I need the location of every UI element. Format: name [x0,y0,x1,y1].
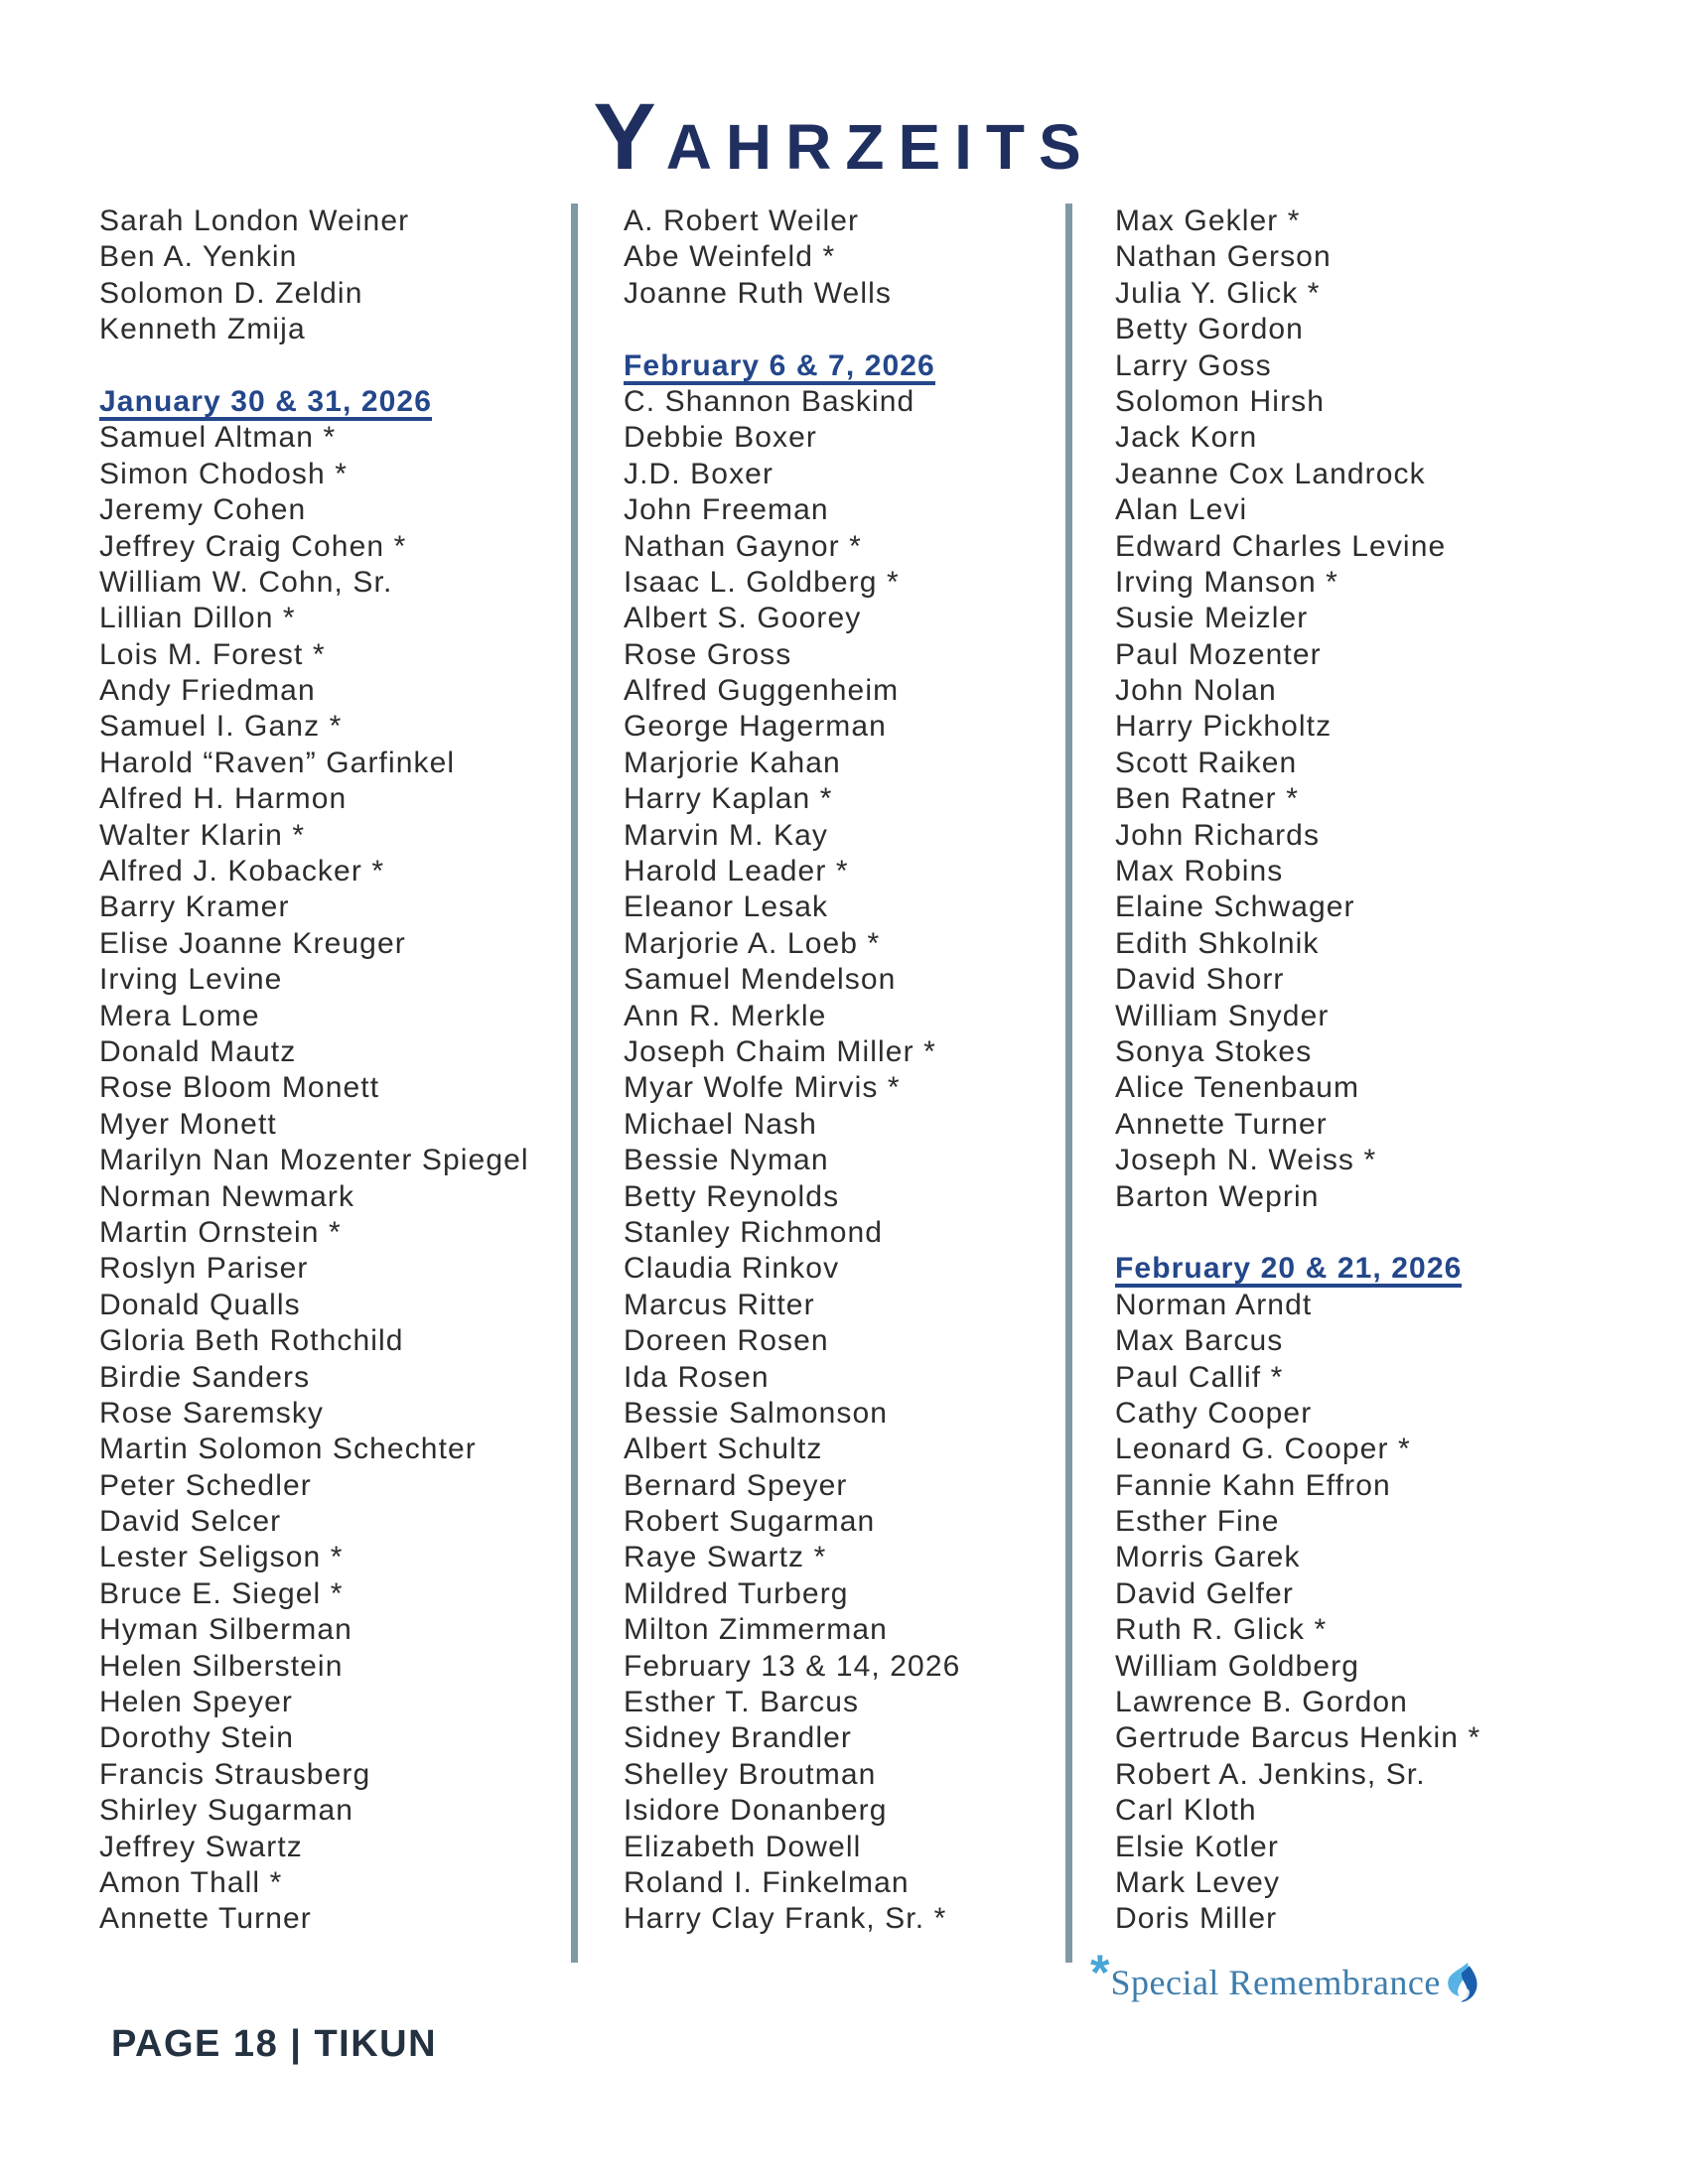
name-line: Gloria Beth Rothchild [99,1324,404,1358]
name-line: Bruce E. Siegel * [99,1576,344,1610]
name-line: Lillian Dillon * [99,602,296,635]
name-line: Cathy Cooper [1115,1396,1313,1430]
name-line: Albert S. Goorey [624,602,862,635]
name-line: Claudia Rinkov [624,1252,840,1286]
name-line: Martin Ornstein * [99,1215,342,1249]
name-line: Larry Goss [1115,348,1272,382]
name-line: Betty Reynolds [624,1179,840,1213]
name-line: Marilyn Nan Mozenter Spiegel [99,1144,529,1177]
name-line: Ben A. Yenkin [99,240,298,274]
page-title-initial: Y [593,84,666,190]
name-line: Lester Seligson * [99,1541,344,1574]
name-line: David Selcer [99,1505,282,1539]
name-line: Birdie Sanders [99,1360,311,1394]
name-line: Doris Miller [1115,1902,1278,1936]
name-line: Helen Silberstein [99,1649,344,1683]
name-line: Donald Mautz [99,1034,297,1068]
name-line: Harry Pickholtz [1115,710,1333,744]
name-line: Elizabeth Dowell [624,1830,862,1863]
name-line: Leonard G. Cooper * [1115,1433,1411,1466]
name-line: Mark Levey [1115,1865,1281,1899]
name-line: Sidney Brandler [624,1721,852,1755]
name-line: Alfred H. Harmon [99,782,348,816]
name-line: Francis Strausberg [99,1757,371,1791]
name-line: Kenneth Zmija [99,313,306,346]
name-line: Eleanor Lesak [624,890,829,924]
name-line: Barton Weprin [1115,1179,1320,1213]
name-line: Mera Lome [99,999,260,1032]
name-line: Harold “Raven” Garfinkel [99,746,456,779]
name-line: Harry Kaplan * [624,782,833,816]
name-line: Ann R. Merkle [624,999,827,1032]
name-line: A. Robert Weiler [624,205,860,237]
name-line: Jeremy Cohen [99,493,307,527]
name-line: Marjorie Kahan [624,746,841,779]
name-line: George Hagerman [624,710,887,744]
name-line: Isaac L. Goldberg * [624,565,900,599]
name-line: Jeffrey Craig Cohen * [99,529,407,563]
special-remembrance-asterisk: * [1090,1945,1110,2000]
page-title [0,83,1688,192]
name-line: Albert Schultz [624,1433,823,1466]
name-line: Nathan Gaynor * [624,529,862,563]
name-line: Jack Korn [1115,421,1258,455]
name-line: Myer Monett [99,1107,277,1141]
name-line: Max Barcus [1115,1324,1284,1358]
column-divider [1065,204,1072,1963]
name-line: Rose Gross [624,637,792,671]
yahrzeit-column-2 [624,204,1090,1938]
page-footer: PAGE 18 | TIKUN [111,2023,438,2065]
date-header-text: January 30 & 31, 2026 [99,386,432,421]
name-line: Joanne Ruth Wells [624,276,892,310]
name-line: Alan Levi [1115,493,1248,527]
name-line: Edward Charles Levine [1115,529,1447,563]
name-line: Doreen Rosen [624,1324,829,1358]
name-line: Sarah London Weiner [99,205,410,237]
name-line: Annette Turner [99,1902,312,1936]
name-line: Shelley Broutman [624,1757,877,1791]
date-header-text: February 20 & 21, 2026 [1115,1253,1462,1288]
name-line: Jeffrey Swartz [99,1830,303,1863]
name-line: Milton Zimmerman [624,1613,888,1647]
name-line: David Shorr [1115,963,1285,997]
name-line: Elaine Schwager [1115,890,1355,924]
name-line: Donald Qualls [99,1288,301,1321]
page-title-rest: AHRZEITS [665,111,1095,183]
name-line: Barry Kramer [99,890,290,924]
name-line: David Gelfer [1115,1576,1294,1610]
name-line: Harold Leader * [624,855,849,888]
name-line: Lawrence B. Gordon [1115,1686,1408,1719]
name-line: Amon Thall * [99,1865,283,1899]
name-line: Shirley Sugarman [99,1794,354,1828]
name-line: Elsie Kotler [1115,1830,1279,1863]
date-header-text: February 6 & 7, 2026 [624,350,935,385]
name-line: Marjorie A. Loeb * [624,926,881,960]
name-line: Helen Speyer [99,1686,293,1719]
name-line: Gertrude Barcus Henkin * [1115,1721,1481,1755]
name-line: Alfred Guggenheim [624,674,900,708]
name-line: Susie Meizler [1115,602,1309,635]
name-line: Norman Arndt [1115,1288,1313,1321]
name-line: Myar Wolfe Mirvis * [624,1071,901,1105]
name-line: Paul Mozenter [1115,637,1322,671]
name-line: Ruth R. Glick * [1115,1613,1328,1647]
name-line: Irving Levine [99,963,283,997]
name-line: J.D. Boxer [624,457,774,490]
name-line: John Freeman [624,493,829,527]
name-line: Betty Gordon [1115,313,1304,346]
name-line: Elise Joanne Kreuger [99,926,406,960]
name-line: Jeanne Cox Landrock [1115,457,1426,490]
name-line: Debbie Boxer [624,421,817,455]
name-line: Bernard Speyer [624,1468,848,1502]
name-line: Lois M. Forest * [99,637,326,671]
name-line: Walter Klarin * [99,818,306,852]
yahrzeit-column-1 [99,204,566,1938]
name-line: Scott Raiken [1115,746,1298,779]
name-line: William Goldberg [1115,1649,1359,1683]
name-line: Paul Callif * [1115,1360,1284,1394]
name-line: Samuel I. Ganz * [99,710,343,744]
name-line: Morris Garek [1115,1541,1301,1574]
name-line: Andy Friedman [99,674,316,708]
name-line: William Snyder [1115,999,1330,1032]
name-line: Hyman Silberman [99,1613,352,1647]
special-remembrance-label: Special Remembrance [1110,1963,1441,2002]
name-line: Abe Weinfeld * [624,240,836,274]
name-line: C. Shannon Baskind [624,384,915,418]
name-line: Mildred Turberg [624,1576,849,1610]
name-line: Alice Tenenbaum [1115,1071,1360,1105]
date-header [1115,1251,1582,1287]
name-line: Roland I. Finkelman [624,1865,910,1899]
name-line: Stanley Richmond [624,1215,884,1249]
name-line: Raye Swartz * [624,1541,827,1574]
name-line: John Nolan [1115,674,1277,708]
flame-icon [1446,1962,1479,2007]
name-line: Robert Sugarman [624,1505,876,1539]
name-line: Max Gekler * [1115,205,1301,237]
name-line: Max Robins [1115,855,1284,888]
name-line: Peter Schedler [99,1468,312,1502]
name-line: Fannie Kahn Effron [1115,1468,1391,1502]
name-line: Isidore Donanberg [624,1794,888,1828]
yahrzeit-column-3 [1115,204,1582,1938]
name-line: Rose Bloom Monett [99,1071,380,1105]
name-line: Julia Y. Glick * [1115,276,1321,310]
name-line: Ben Ratner * [1115,782,1299,816]
name-line: Simon Chodosh * [99,457,348,490]
name-line: Rose Saremsky [99,1396,325,1430]
name-line: Solomon D. Zeldin [99,276,363,310]
name-line: Alfred J. Kobacker * [99,855,385,888]
date-header [99,384,566,420]
name-line: Samuel Mendelson [624,963,897,997]
name-line: February 13 & 14, 2026 [624,1649,961,1683]
name-line: Joseph N. Weiss * [1115,1144,1377,1177]
special-remembrance-note [1090,1945,1479,2007]
name-line: Bessie Nyman [624,1144,829,1177]
name-line: Esther Fine [1115,1505,1280,1539]
name-line: Nathan Gerson [1115,240,1332,274]
name-line: Samuel Altman * [99,421,337,455]
name-line: Dorothy Stein [99,1721,295,1755]
blank-line [1115,1215,1582,1251]
name-line: Norman Newmark [99,1179,355,1213]
name-line: Harry Clay Frank, Sr. * [624,1902,947,1936]
name-line: Ida Rosen [624,1360,770,1394]
name-line: Robert A. Jenkins, Sr. [1115,1757,1426,1791]
name-line: Esther T. Barcus [624,1686,860,1719]
name-line: Marcus Ritter [624,1288,815,1321]
column-divider [571,204,578,1963]
name-line: Joseph Chaim Miller * [624,1034,936,1068]
name-line: Martin Solomon Schechter [99,1433,477,1466]
name-line: Edith Shkolnik [1115,926,1320,960]
name-line: Marvin M. Kay [624,818,829,852]
name-line: John Richards [1115,818,1321,852]
name-line: Roslyn Pariser [99,1252,309,1286]
name-line: Bessie Salmonson [624,1396,889,1430]
blank-line [624,312,1090,347]
name-line: Michael Nash [624,1107,817,1141]
date-header [624,348,1090,384]
blank-line [99,348,566,384]
name-line: Irving Manson * [1115,565,1338,599]
name-line: Solomon Hirsh [1115,384,1326,418]
name-line: Sonya Stokes [1115,1034,1313,1068]
name-line: Annette Turner [1115,1107,1328,1141]
name-line: Carl Kloth [1115,1794,1257,1828]
name-line: William W. Cohn, Sr. [99,565,393,599]
